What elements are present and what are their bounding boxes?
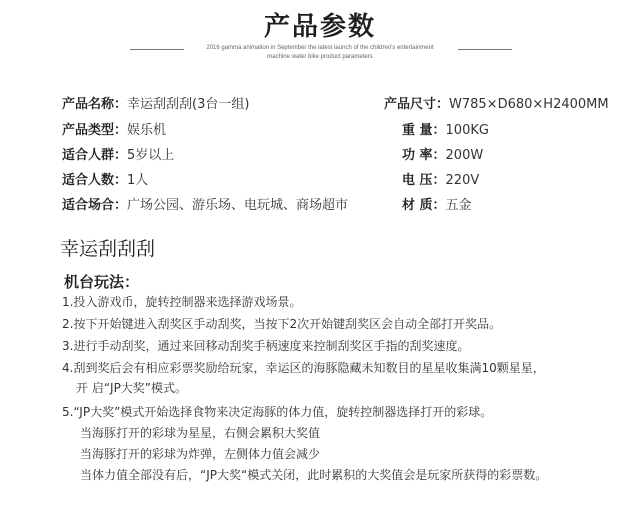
spec-value: 200W: [445, 148, 484, 163]
spec-value: 五金: [445, 198, 472, 213]
spec-label: 适合场合：: [62, 198, 128, 213]
spec-value: W785×D680×H2400MM: [449, 97, 609, 112]
spec-value: 广场公园、游乐场、电玩城、商场超市: [127, 198, 349, 213]
howto-line: 3.进行手动刮奖，通过来回移动刮奖手柄速度来控制刮奖区手指的刮奖速度。: [62, 339, 470, 353]
spec-label: 产品名称：: [62, 97, 128, 112]
spec-label: 材 质：: [402, 198, 446, 213]
howto-line: 1.投入游戏币，旋转控制器来选择游戏场景。: [62, 295, 302, 309]
spec-label: 适合人数：: [62, 173, 128, 188]
spec-value: 幸运刮刮刮(3台一组): [127, 97, 250, 112]
spec-value: 220V: [445, 173, 480, 188]
spec-label: 产品尺寸：: [384, 97, 450, 112]
page-subtitle: [0, 44, 640, 62]
howto-line: 当海豚打开的彩球为炸弹，左侧体力值会减少: [80, 447, 321, 461]
spec-label: 重 量：: [402, 123, 446, 138]
howto-line: 开 启“JP大奖”模式。: [76, 381, 188, 395]
spec-product-type: [62, 122, 166, 140]
howto-line: 当体力值全部没有后，“JP大奖“模式关闭，此时累积的大奖值会是玩家所获得的彩票数。: [80, 468, 548, 482]
howto-line: 5.“JP大奖”模式开始选择食物来决定海豚的体力值，旋转控制器选择打开的彩球。: [62, 405, 493, 419]
spec-label: 功 率：: [402, 148, 446, 163]
spec-dimensions: [384, 96, 609, 114]
howto-line: 4.刮到奖后会有相应彩票奖励给玩家，幸运区的海豚隐藏未知数目的星星收集满10颗星星，: [62, 361, 545, 375]
subtitle-line-1: 2016 gamma animation in September the latest launch of the children's entertainment: [206, 45, 434, 51]
spec-material: [402, 197, 472, 215]
spec-age-group: [62, 147, 174, 165]
spec-venues: [62, 197, 348, 215]
spec-value: 1人: [127, 173, 149, 188]
howto-title: 机台玩法：: [64, 273, 140, 291]
spec-product-name: [62, 96, 249, 114]
howto-line: 当海豚打开的彩球为星星，右侧会累积大奖值: [80, 426, 321, 440]
spec-weight: [402, 122, 489, 140]
spec-voltage: [402, 172, 479, 190]
section-title: 幸运刮刮刮: [60, 238, 156, 260]
spec-power: [402, 147, 483, 165]
howto-line: 2.按下开始键进入刮奖区手动刮奖，当按下2次开始键刮奖区会自动全部打开奖品。: [62, 317, 502, 331]
spec-value: 5岁以上: [127, 148, 175, 163]
spec-table: [0, 96, 640, 221]
page-title: 产品参数: [263, 12, 376, 42]
spec-label: 适合人群：: [62, 148, 128, 163]
subtitle-line-2: machine water bike product parameters: [267, 54, 373, 60]
spec-players: [62, 172, 148, 190]
spec-value: 娱乐机: [127, 123, 167, 138]
spec-label: 产品类型：: [62, 123, 128, 138]
spec-label: 电 压：: [402, 173, 446, 188]
spec-value: 100KG: [445, 123, 489, 138]
